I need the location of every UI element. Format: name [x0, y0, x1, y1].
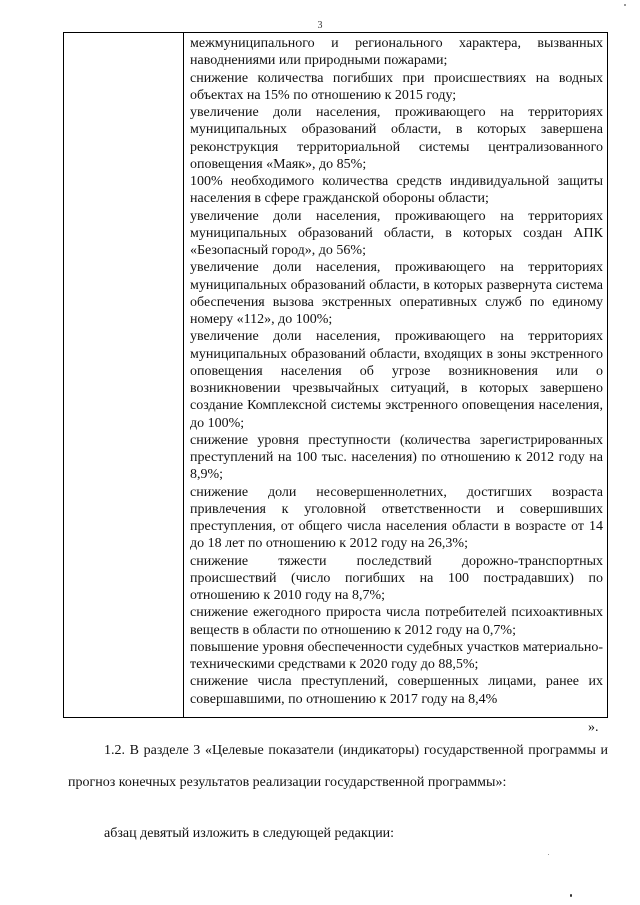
scan-speck [548, 854, 549, 855]
table-left-cell [64, 33, 184, 717]
scan-speck [624, 4, 626, 6]
table-right-cell [184, 35, 603, 717]
indicator-item: увеличение доли населения, проживающего на территориях муниципальных образований области, в которых создан АПК «Безопасный город», до 56%; [190, 208, 603, 258]
closing-quote: ». [588, 720, 599, 735]
indicator-item: увеличение доли населения, проживающего на территориях муниципальных образований области, в которых развернута система обеспечения вызова экстренных оперативных служб по единому номеру «112», до 100%; [190, 260, 603, 327]
indicator-item: снижение количества погибших при происшествиях на водных объектах на 15% по отношению к 2015 году; [190, 70, 603, 103]
indicator-item: снижение тяжести последствий дорожно-транспортных происшествий (число погибших на 100 пострадавших) по отношению к 2010 году на 8,7%; [190, 553, 603, 603]
page-number: 3 [317, 20, 323, 31]
indicator-item: увеличение доли населения, проживающего на территориях муниципальных образований области, в которых завершена реконструкция территориальной системы централизованного оповещения «Маяк», до 85%; [190, 105, 603, 172]
amendment-paragraph: 1.2. В разделе 3 «Целевые показатели (индикаторы) государственной программы и прогноз конечных результатов реализации государственной программы»: [68, 743, 608, 790]
indicator-item: снижение ежегодного прироста числа потребителей психоактивных веществ в области по отношению к 2012 году на 0,7%; [190, 605, 603, 638]
indicator-item: снижение доли несовершеннолетних, достигших возраста привлечения к уголовной ответственности и совершивших преступления, от общего числа населения области в возрасте от 14 до 18 лет по отношению к 2012 году на 26,3%; [190, 484, 603, 552]
indicator-item: повышение уровня обеспеченности судебных участков материально-техническими средствами к 2020 году до 88,5%; [190, 639, 603, 672]
indicator-item: 100% необходимого количества средств индивидуальной защиты населения в сфере гражданской обороны области; [190, 174, 603, 207]
scan-speck [570, 894, 572, 897]
amendment-instruction: абзац девятый изложить в следующей редакции: [104, 826, 395, 841]
indicator-item: межмуниципального и регионального характера, вызванных наводнениями или природными пожарами; [190, 36, 603, 69]
indicator-item: снижение уровня преступности (количества зарегистрированных преступлений на 100 тыс. населения) по отношению к 2012 году на 8,9%; [190, 432, 603, 483]
indicator-item: увеличение доли населения, проживающего на территориях муниципальных образований области, входящих в зоны экстренного оповещения населения об угрозе возникновения или о возникновении чрезвычайных ситуаций, в которых завершено создание Комплексной системы экстренного оповещения населения, до 100%; [190, 329, 603, 431]
indicators-table [63, 32, 608, 718]
indicator-item: снижение числа преступлений, совершенных лицами, ранее их совершавшими, по отношению к 2017 году на 8,4% [190, 674, 603, 707]
